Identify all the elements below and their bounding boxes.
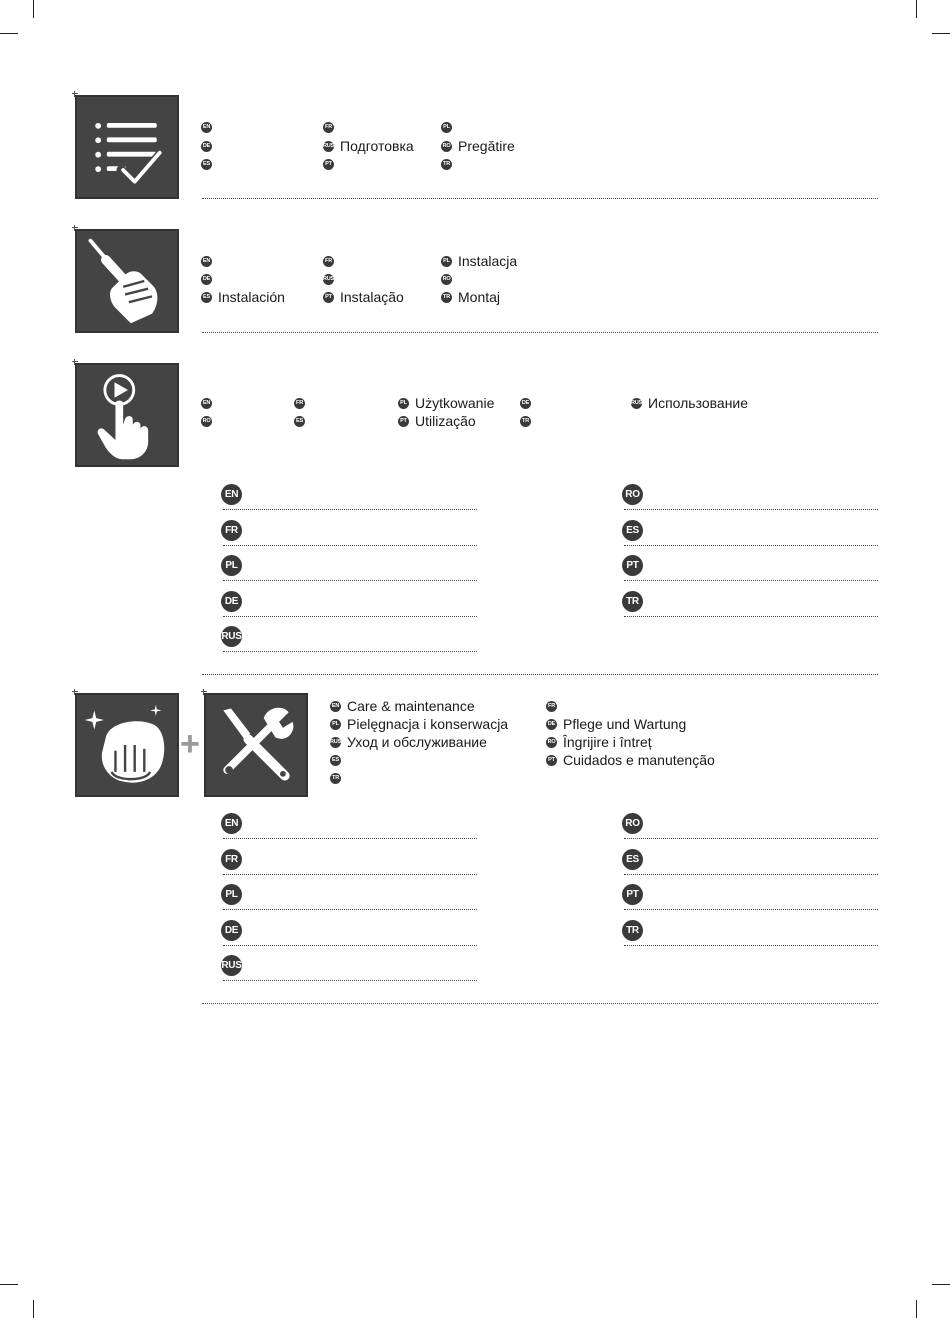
language-label-pt	[398, 413, 476, 429]
language-badge: PT	[546, 755, 557, 766]
note-line	[223, 509, 477, 510]
language-label-fr	[294, 395, 311, 411]
note-line	[624, 909, 878, 910]
note-line	[223, 945, 477, 946]
note-line	[223, 874, 477, 875]
crop-mark	[33, 0, 34, 18]
note-line	[624, 874, 878, 875]
note-badge-rus: RUS	[221, 626, 242, 647]
language-badge: ES	[201, 292, 212, 303]
language-badge: ES	[294, 416, 305, 427]
language-badge: PT	[323, 292, 334, 303]
language-label-pt	[323, 289, 404, 305]
language-label-pl	[330, 716, 508, 732]
language-label-en	[201, 253, 218, 269]
language-badge: FR	[294, 398, 305, 409]
note-badge-pl: PL	[221, 884, 242, 905]
language-badge: TR	[330, 773, 341, 784]
language-label-ro	[441, 271, 458, 287]
language-label-de	[201, 138, 218, 154]
language-label-tr	[520, 413, 537, 429]
crop-mark	[33, 1300, 34, 1318]
note-badge-pt: PT	[622, 884, 643, 905]
note-badge-en: EN	[221, 813, 242, 834]
language-label-fr	[546, 698, 563, 714]
language-badge: ES	[201, 159, 212, 170]
note-badge-de: DE	[221, 591, 242, 612]
language-badge: DE	[546, 719, 557, 730]
language-label-pt	[546, 752, 715, 768]
note-badge-pt: PT	[622, 555, 643, 576]
language-badge: DE	[520, 398, 531, 409]
language-label-text: Care & maintenance	[347, 698, 475, 714]
language-label-en	[201, 119, 218, 135]
language-badge: EN	[330, 701, 341, 712]
language-label-text: Pregătire	[458, 138, 515, 154]
language-label-es	[294, 413, 311, 429]
language-label-en	[330, 698, 475, 714]
language-badge: FR	[323, 256, 334, 267]
screwdriver-hand-icon	[75, 229, 179, 333]
language-label-de	[546, 716, 686, 732]
section-divider	[202, 674, 878, 675]
language-badge: EN	[201, 398, 212, 409]
note-badge-pl: PL	[221, 555, 242, 576]
language-badge: PL	[441, 256, 452, 267]
language-badge: RUS	[323, 141, 334, 152]
crop-mark	[916, 0, 917, 18]
crop-mark	[0, 1284, 18, 1285]
language-label-text: Уход и обслуживание	[347, 734, 487, 750]
language-label-tr	[441, 156, 458, 172]
language-label-ro	[441, 138, 515, 154]
language-label-pl	[398, 395, 494, 411]
cleaning-cloth-hand-icon	[75, 693, 179, 797]
note-line	[223, 651, 477, 652]
language-label-text: Montaj	[458, 289, 501, 305]
section-divider	[202, 1003, 878, 1004]
language-badge: PT	[323, 159, 334, 170]
note-line	[624, 545, 878, 546]
language-badge: RUS	[323, 274, 334, 285]
note-badge-ro: RO	[622, 813, 643, 834]
language-label-rus	[323, 138, 414, 154]
crop-mark	[0, 33, 18, 34]
language-label-text: Instalacja	[458, 253, 518, 269]
language-badge: FR	[546, 701, 557, 712]
language-badge: RO	[441, 274, 452, 285]
note-line	[223, 980, 477, 981]
language-label-rus	[631, 395, 748, 411]
language-label-pt	[323, 156, 340, 172]
touch-play-icon	[75, 363, 179, 467]
language-badge: RUS	[330, 737, 341, 748]
note-badge-en: EN	[221, 484, 242, 505]
language-badge: PL	[330, 719, 341, 730]
language-label-rus	[330, 734, 487, 750]
note-line	[223, 580, 477, 581]
language-badge: EN	[201, 122, 212, 133]
language-badge: RO	[201, 416, 212, 427]
language-label-fr	[323, 119, 340, 135]
note-line	[223, 838, 477, 839]
language-label-pl	[441, 119, 458, 135]
language-badge: TR	[441, 159, 452, 170]
language-label-text: Utilização	[415, 413, 476, 429]
note-badge-tr: TR	[622, 591, 643, 612]
language-label-text: Pflege und Wartung	[563, 716, 687, 732]
language-label-es	[201, 156, 218, 172]
note-line	[223, 616, 477, 617]
language-label-text: Instalación	[218, 289, 285, 305]
language-label-de	[520, 395, 537, 411]
language-badge: PL	[398, 398, 409, 409]
section-divider	[202, 332, 878, 333]
note-badge-fr: FR	[221, 849, 242, 870]
note-badge-fr: FR	[221, 520, 242, 541]
language-badge: FR	[323, 122, 334, 133]
note-line	[624, 509, 878, 510]
language-badge: TR	[441, 292, 452, 303]
note-line	[223, 545, 477, 546]
language-badge: RO	[441, 141, 452, 152]
language-label-fr	[323, 253, 340, 269]
note-badge-rus: RUS	[221, 955, 242, 976]
checklist-icon	[75, 95, 179, 199]
plus-sign: +	[180, 725, 200, 763]
language-label-text: Подготовка	[340, 138, 414, 154]
language-badge: RUS	[631, 398, 642, 409]
note-line	[223, 909, 477, 910]
language-label-text: Użytkowanie	[415, 395, 495, 411]
section-divider	[202, 198, 878, 199]
language-badge: DE	[201, 274, 212, 285]
language-label-tr	[441, 289, 500, 305]
language-label-de	[201, 271, 218, 287]
language-badge: ES	[330, 755, 341, 766]
language-label-es	[330, 752, 347, 768]
language-label-es	[201, 289, 285, 305]
language-label-ro	[201, 413, 218, 429]
note-line	[624, 580, 878, 581]
note-line	[624, 616, 878, 617]
note-badge-es: ES	[622, 520, 643, 541]
note-badge-tr: TR	[622, 920, 643, 941]
note-badge-es: ES	[622, 849, 643, 870]
language-label-ro	[546, 734, 652, 750]
language-label-text: Pielęgnacja i konserwacja	[347, 716, 509, 732]
language-label-tr	[330, 770, 347, 786]
crop-mark	[932, 1284, 950, 1285]
language-badge: PT	[398, 416, 409, 427]
language-badge: DE	[201, 141, 212, 152]
language-badge: EN	[201, 256, 212, 267]
language-label-text: Использование	[648, 395, 749, 411]
language-label-text: Cuidados e manutenção	[563, 752, 715, 768]
note-line	[624, 945, 878, 946]
language-label-text: Îngrijire i întreț	[563, 734, 652, 750]
crop-mark	[916, 1300, 917, 1318]
crop-mark	[932, 33, 950, 34]
note-badge-de: DE	[221, 920, 242, 941]
language-badge: RO	[546, 737, 557, 748]
note-line	[624, 838, 878, 839]
language-label-en	[201, 395, 218, 411]
language-badge: PL	[441, 122, 452, 133]
language-badge: TR	[520, 416, 531, 427]
wrench-screwdriver-icon	[204, 693, 308, 797]
language-label-text: Instalação	[340, 289, 404, 305]
language-label-pl	[441, 253, 517, 269]
note-badge-ro: RO	[622, 484, 643, 505]
language-label-rus	[323, 271, 340, 287]
